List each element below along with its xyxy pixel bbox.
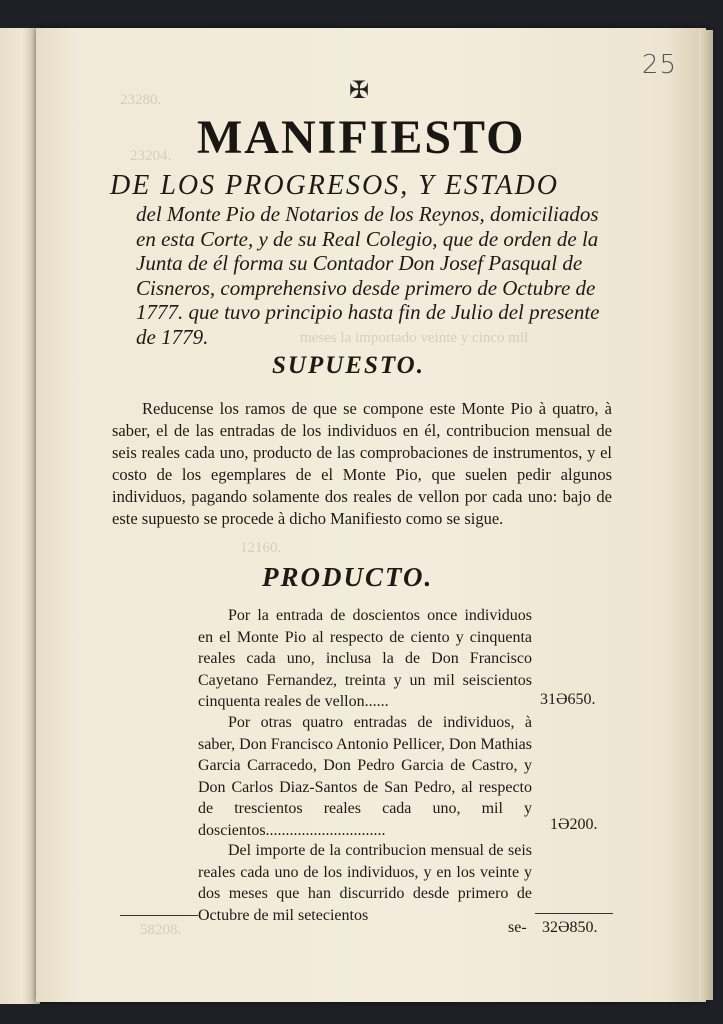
document-subtitle: DE LOS PROGRESOS, Y ESTADO	[110, 170, 559, 201]
ledger-entry	[198, 605, 532, 713]
ledger-entry-text: Del importe de la contribucion mensual de seis reales cada uno de los individuos, y en los veinte y dos meses que han discurrido desde primero de Octubre de mil setecientos	[198, 842, 532, 924]
section-heading-producto: PRODUCTO.	[262, 562, 434, 592]
show-through: meses la importado veinte y cinco mil	[300, 330, 529, 346]
page-number: 25	[641, 50, 677, 80]
show-through: 58208.	[140, 922, 182, 938]
supuesto-paragraph	[112, 398, 612, 530]
ledger-entry	[198, 712, 532, 841]
ledger-subtotal: 32Ə850.	[542, 919, 598, 936]
ledger-amount: 31Ə650.	[540, 691, 596, 708]
section-heading-supuesto: SUPUESTO.	[272, 352, 425, 379]
supuesto-text: Reducense los ramos de que se compone este Monte Pio à quatro, à saber, el de las entradas de los individuos en él, contribucion mensual de seis reales cada uno, producto de las comprobaciones de instrumentos, y el costo de los egemplares de el Monte Pio, que suelen pedir algunos individuos, pagando solamente dos reales de vellon por cada uno: bajo de este supuesto se procede à dicho Manifiesto como se sigue.	[112, 399, 612, 528]
catchword: se-	[508, 919, 527, 936]
ledger-entry-text: Por otras quatro entradas de individuos, à saber, Don Francisco Antonio Pellicer, Don Mathias Garcia Carracedo, Don Pedro Garcia de Castro, y Don Carlos Diaz-Santos de San Pedro, al respecto de trescientos reales cada uno, mil y doscientos..............................	[198, 714, 532, 839]
document-title: MANIFIESTO	[197, 111, 526, 164]
ledger-entry-text: Por la entrada de doscientos once individuos en el Monte Pio al respecto de ciento y cinquenta reales cada uno, inclusa la de Don Francisco Cayetano Fernandez, treinta y un mil seiscientos cinquenta reales de vellon......	[198, 607, 532, 710]
ledger-amount: 1Ə200.	[550, 816, 598, 833]
page-edge	[699, 30, 713, 1000]
cross-ornament-icon: ✠	[349, 76, 370, 104]
show-through: 23204.	[130, 148, 172, 164]
rule-divider	[535, 913, 613, 914]
rule-divider	[120, 915, 198, 916]
subtitle-body: del Monte Pio de Notarios de los Reynos, domiciliados en esta Corte, y de su Real Colegio, que de orden de la Junta de él forma su Contador Don Josef Pasqual de Cisneros, comprehensivo desde primero de Octubre de 1777. que tuvo principio hasta fin de Julio del presente de 1779.	[136, 202, 600, 349]
show-through: 12160.	[240, 540, 282, 556]
book-spine	[0, 28, 40, 1004]
ledger-entry	[198, 840, 532, 926]
show-through: 23280.	[120, 92, 162, 108]
